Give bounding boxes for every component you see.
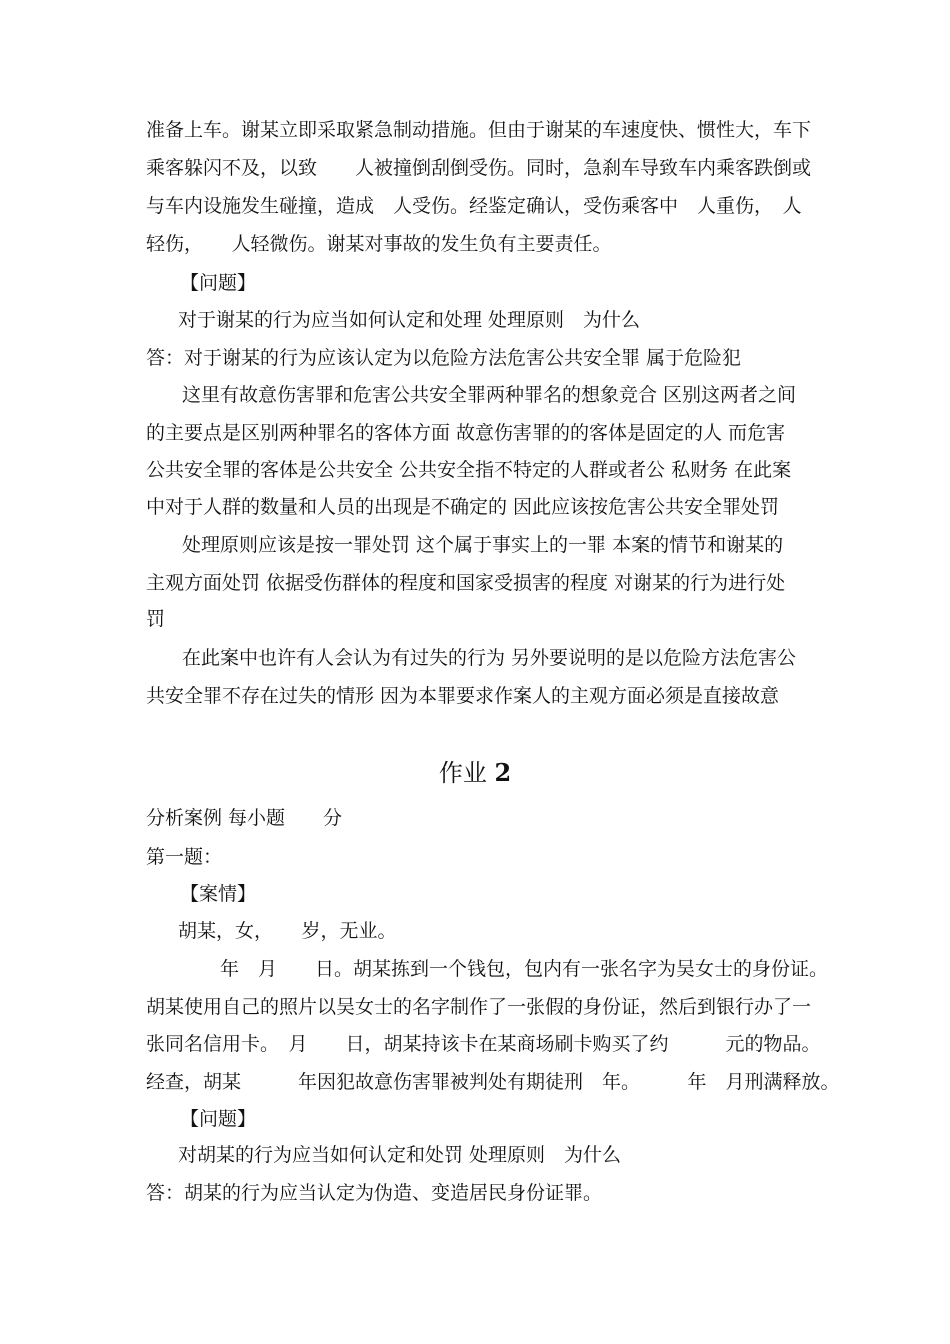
text-line: 答：胡某的行为应当认定为伪造、变造居民身份证罪。 [146, 1182, 603, 1204]
text-line: 在此案中也许有人会认为有过失的行为 另外要说明的是以危险方法危害公 [182, 647, 797, 669]
text-line: 张同名信用卡。 月 日，胡某持该卡在某商场刷卡购买了约 元的物品。 [146, 1033, 821, 1055]
section-title [0, 758, 950, 788]
text-line: 对胡某的行为应当如何认定和处罚 处理原则 为什么 [178, 1144, 622, 1166]
text-line: 这里有故意伤害罪和危害公共安全罪两种罪名的想象竞合 区别这两者之间 [182, 384, 797, 406]
text-line: 年 月 日。胡某拣到一个钱包，包内有一张名字为吴女士的身份证。 [220, 958, 829, 980]
text-line: 与车内设施发生碰撞，造成 人受伤。经鉴定确认，受伤乘客中 人重伤， 人 [146, 195, 802, 217]
text-line: 【问题】 [180, 272, 257, 294]
text-line: 胡某，女， 岁，无业。 [178, 920, 397, 942]
text-line: 中对于人群的数量和人员的出现是不确定的 因此应该按危害公共安全罪处罚 [146, 496, 780, 518]
text-line: 公共安全罪的客体是公共安全 公共安全指不特定的人群或者公 私财务 在此案 [146, 459, 792, 481]
text-line: 乘客躲闪不及，以致 人被撞倒刮倒受伤。同时，急刹车导致车内乘客跌倒或 [146, 157, 812, 179]
text-line: 【问题】 [180, 1108, 257, 1130]
text-line: 经查，胡某 年因犯故意伤害罪被判处有期徒刑 年。 年 月刑满释放。 [146, 1071, 840, 1093]
text-line: 分析案例 每小题 分 [146, 807, 343, 829]
section-title-number: 2 [494, 758, 512, 787]
text-line: 准备上车。谢某立即采取紧急制动措施。但由于谢某的车速度快、惯性大，车下 [146, 119, 812, 141]
text-line: 罚 [146, 608, 166, 630]
text-line: 处理原则应该是按一罪处罚 这个属于事实上的一罪 本案的情节和谢某的 [182, 534, 784, 556]
text-line: 主观方面处罚 依据受伤群体的程度和国家受损害的程度 对谢某的行为进行处 [146, 572, 786, 594]
text-line: 共安全罪不存在过失的情形 因为本罪要求作案人的主观方面必须是直接故意 [146, 685, 780, 707]
section-title-text: 作业 [438, 759, 487, 787]
text-line: 【案情】 [180, 883, 257, 905]
text-line: 的主要点是区别两种罪名的客体方面 故意伤害罪的的客体是固定的人 而危害 [146, 422, 786, 444]
text-line: 对于谢某的行为应当如何认定和处理 处理原则 为什么 [178, 309, 641, 331]
text-line: 答：对于谢某的行为应该认定为以危险方法危害公共安全罪 属于危险犯 [146, 347, 742, 369]
text-line: 胡某使用自己的照片以吴女士的名字制作了一张假的身份证，然后到银行办了一 [146, 996, 812, 1018]
text-line: 轻伤， 人轻微伤。谢某对事故的发生负有主要责任。 [146, 233, 612, 255]
text-line: 第一题： [146, 846, 223, 868]
